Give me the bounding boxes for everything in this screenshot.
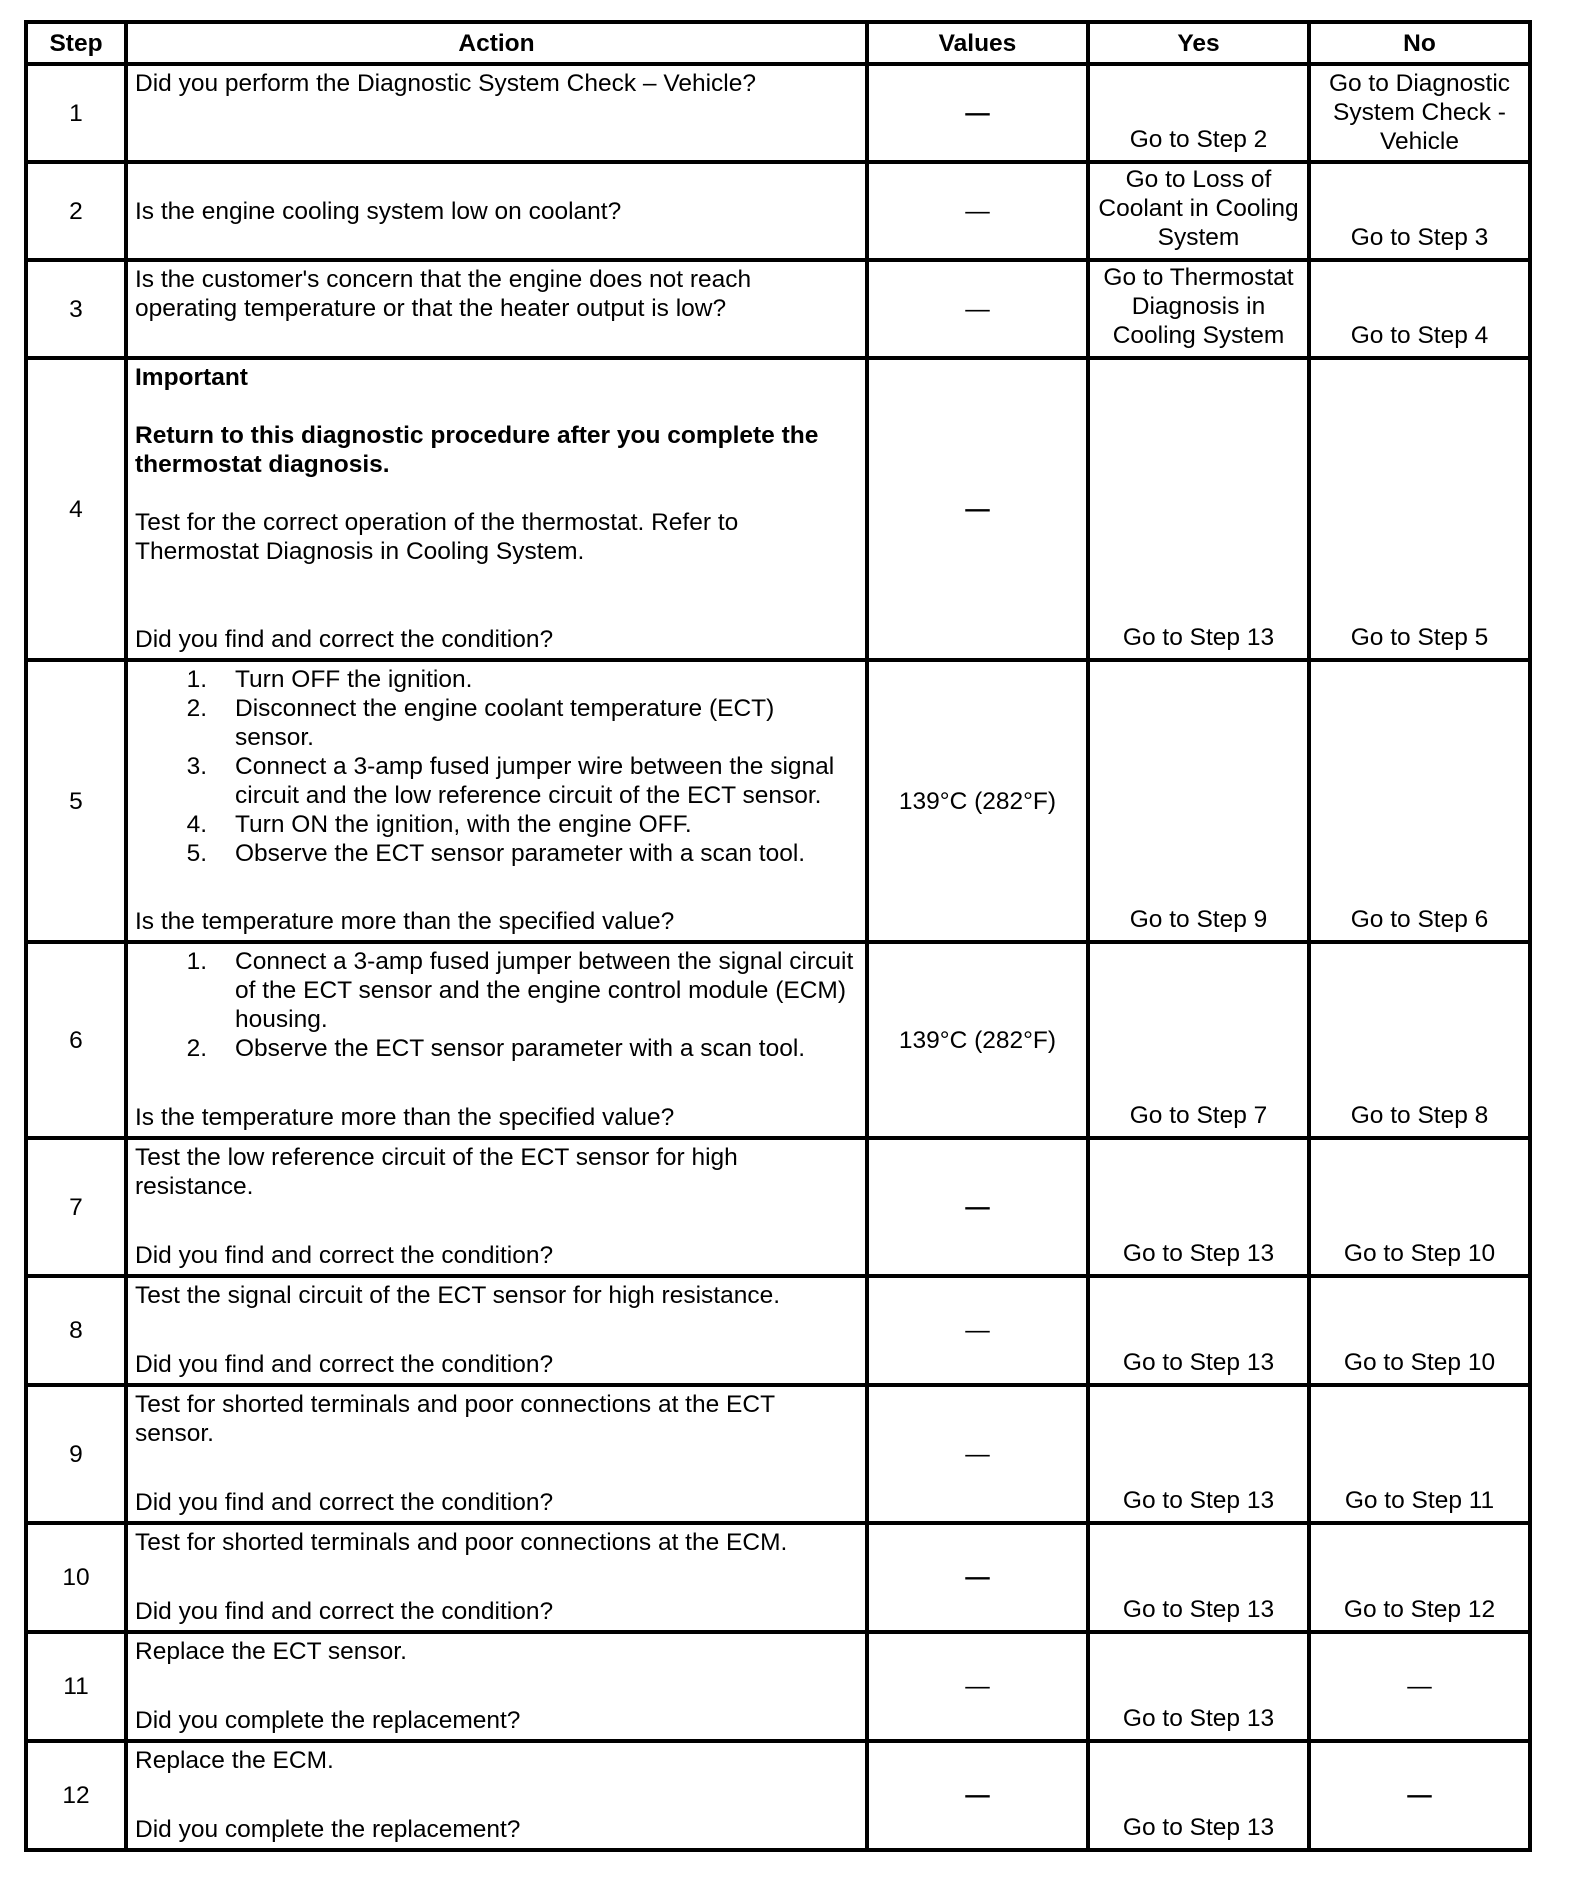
header-action: Action <box>126 22 867 64</box>
value-cell: — <box>867 1276 1088 1385</box>
table-row <box>26 1523 1530 1632</box>
action-cell <box>126 1741 867 1850</box>
no-cell: — <box>1309 1632 1530 1741</box>
yes-cell: Go to Step 13 <box>1088 1276 1309 1385</box>
yes-cell: Go to Step 2 <box>1088 64 1309 162</box>
table-row <box>26 1276 1530 1385</box>
table-row <box>26 1385 1530 1523</box>
table-row <box>26 1138 1530 1276</box>
action-test: Test the signal circuit of the ECT sensor for high resistance. <box>135 1282 781 1309</box>
action-cell <box>126 1632 867 1741</box>
value-cell: — <box>867 162 1088 260</box>
action-question: Is the temperature more than the specified value? <box>135 1104 675 1131</box>
yes-cell: Go to Step 13 <box>1088 358 1309 660</box>
step-number: 3 <box>26 260 126 358</box>
value-cell: 139°C (282°F) <box>867 942 1088 1138</box>
table-row <box>26 1741 1530 1850</box>
value-cell: — <box>867 1138 1088 1276</box>
value-cell: 139°C (282°F) <box>867 660 1088 942</box>
yes-cell: Go to Step 9 <box>1088 660 1309 942</box>
action-question: Did you complete the replacement? <box>135 1816 521 1843</box>
table-row <box>26 660 1530 942</box>
action-cell <box>126 942 867 1138</box>
value-cell: — <box>867 1741 1088 1850</box>
list-item: 3. Connect a 3-amp fused jumper wire between the signal circuit and the low reference circuit of the ECT sensor. <box>186 753 835 809</box>
list-item: 2. Disconnect the engine coolant temperature (ECT) sensor. <box>186 695 775 751</box>
action-test: Test for the correct operation of the thermostat. Refer to Thermostat Diagnosis in Cooling System. <box>135 509 739 565</box>
yes-cell: Go to Step 13 <box>1088 1385 1309 1523</box>
action-cell <box>126 1385 867 1523</box>
no-cell: Go to Step 12 <box>1309 1523 1530 1632</box>
action-question: Is the engine cooling system low on coolant? <box>135 197 622 225</box>
action-cell <box>126 358 867 660</box>
table-row <box>26 1632 1530 1741</box>
list-item: 4. Turn ON the ignition, with the engine OFF. <box>186 811 692 838</box>
no-cell: Go to Step 10 <box>1309 1138 1530 1276</box>
important-heading: Important <box>135 364 248 391</box>
header-values: Values <box>867 22 1088 64</box>
no-cell: Go to Step 8 <box>1309 942 1530 1138</box>
yes-cell: Go to Step 13 <box>1088 1632 1309 1741</box>
no-cell: Go to Step 3 <box>1309 162 1530 260</box>
list-item: 2. Observe the ECT sensor parameter with a scan tool. <box>186 1035 806 1062</box>
value-cell: — <box>867 1523 1088 1632</box>
value-cell: — <box>867 64 1088 162</box>
action-test: Test for shorted terminals and poor connections at the ECT sensor. <box>135 1391 775 1447</box>
yes-cell: Go to Step 13 <box>1088 1138 1309 1276</box>
yes-cell: Go to Loss of Coolant in Cooling System <box>1088 162 1309 260</box>
yes-cell: Go to Thermostat Diagnosis in Cooling System <box>1088 260 1309 358</box>
table-row <box>26 358 1530 660</box>
action-question: Did you find and correct the condition? <box>135 1598 554 1625</box>
step-number: 8 <box>26 1276 126 1385</box>
list-item: 1. Connect a 3-amp fused jumper between the signal circuit of the ECT sensor and the engine control module (ECM) housing. <box>186 948 854 1033</box>
no-cell: Go to Step 4 <box>1309 260 1530 358</box>
action-question: Did you find and correct the condition? <box>135 1489 554 1516</box>
action-question: Did you perform the Diagnostic System Check – Vehicle? <box>135 70 756 97</box>
step-number: 4 <box>26 358 126 660</box>
header-no: No <box>1309 22 1530 64</box>
list-item: 5. Observe the ECT sensor parameter with a scan tool. <box>186 840 806 867</box>
step-number: 2 <box>26 162 126 260</box>
action-cell <box>126 1523 867 1632</box>
yes-cell: Go to Step 13 <box>1088 1741 1309 1850</box>
action-cell <box>126 162 867 260</box>
yes-cell: Go to Step 13 <box>1088 1523 1309 1632</box>
no-cell: Go to Step 5 <box>1309 358 1530 660</box>
table-row <box>26 942 1530 1138</box>
header-step: Step <box>26 22 126 64</box>
table-row <box>26 260 1530 358</box>
table-row <box>26 162 1530 260</box>
action-steps <box>135 665 857 868</box>
action-cell <box>126 1276 867 1385</box>
step-number: 1 <box>26 64 126 162</box>
step-number: 10 <box>26 1523 126 1632</box>
action-cell <box>126 660 867 942</box>
value-cell: — <box>867 260 1088 358</box>
action-test: Test for shorted terminals and poor connections at the ECM. <box>135 1529 788 1556</box>
important-note: Return to this diagnostic procedure after you complete the thermostat diagnosis. <box>135 422 819 478</box>
action-cell <box>126 64 867 162</box>
step-number: 7 <box>26 1138 126 1276</box>
action-question: Is the customer's concern that the engine does not reach operating temperature or that the heater output is low? <box>135 266 752 322</box>
no-cell: Go to Diagnostic System Check - Vehicle <box>1309 64 1530 162</box>
no-cell: Go to Step 10 <box>1309 1276 1530 1385</box>
step-number: 6 <box>26 942 126 1138</box>
value-cell: — <box>867 1385 1088 1523</box>
value-cell: — <box>867 358 1088 660</box>
step-number: 12 <box>26 1741 126 1850</box>
no-cell: Go to Step 6 <box>1309 660 1530 942</box>
action-question: Did you complete the replacement? <box>135 1707 521 1734</box>
diagnostic-table <box>24 20 1532 1852</box>
action-test: Replace the ECM. <box>135 1747 334 1774</box>
step-number: 9 <box>26 1385 126 1523</box>
header-row <box>26 22 1530 64</box>
action-question: Did you find and correct the condition? <box>135 1242 554 1269</box>
list-item: 1. Turn OFF the ignition. <box>186 666 473 693</box>
action-test: Replace the ECT sensor. <box>135 1638 407 1665</box>
step-number: 11 <box>26 1632 126 1741</box>
step-number: 5 <box>26 660 126 942</box>
action-question: Did you find and correct the condition? <box>135 1351 554 1378</box>
action-question: Did you find and correct the condition? <box>135 626 554 653</box>
action-question: Is the temperature more than the specified value? <box>135 908 675 935</box>
action-cell <box>126 260 867 358</box>
yes-cell: Go to Step 7 <box>1088 942 1309 1138</box>
table-row <box>26 64 1530 162</box>
action-cell <box>126 1138 867 1276</box>
no-cell: — <box>1309 1741 1530 1850</box>
value-cell: — <box>867 1632 1088 1741</box>
action-test: Test the low reference circuit of the ECT sensor for high resistance. <box>135 1144 738 1200</box>
action-steps <box>135 947 857 1063</box>
no-cell: Go to Step 11 <box>1309 1385 1530 1523</box>
header-yes: Yes <box>1088 22 1309 64</box>
